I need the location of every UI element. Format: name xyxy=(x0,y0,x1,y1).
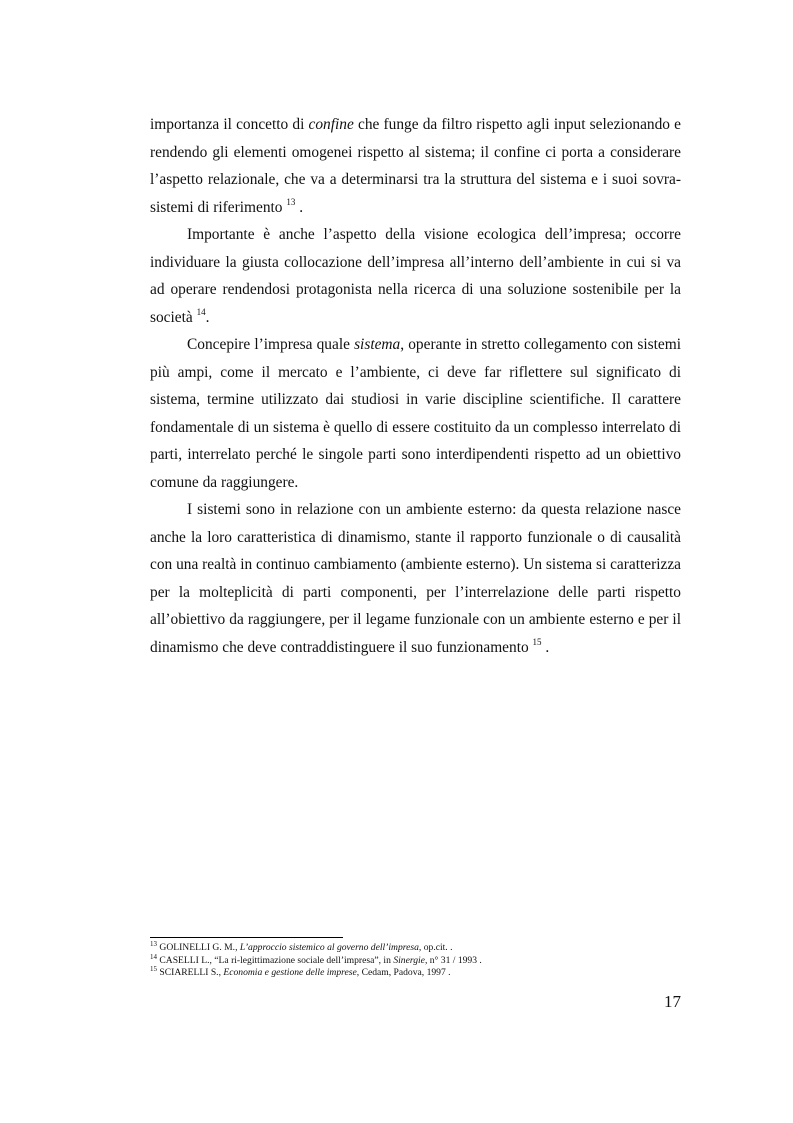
paragraph xyxy=(150,496,681,661)
footnote-reference: 13 xyxy=(150,940,157,948)
italic-text: Sinergie xyxy=(393,954,425,966)
page-number: 17 xyxy=(664,992,681,1011)
text-run: importanza il concetto di xyxy=(150,116,309,133)
text-run: , n° 31 / 1993 . xyxy=(424,954,482,966)
footnote xyxy=(150,967,681,980)
text-run: op.cit. . xyxy=(421,942,453,953)
footnote xyxy=(150,942,681,955)
paragraph xyxy=(150,111,681,221)
text-run: SCIARELLI S., xyxy=(157,967,224,978)
text-run: GOLINELLI G. M., xyxy=(157,942,240,953)
body-text xyxy=(150,111,681,661)
italic-text: L’approccio sistemico al governo dell’impresa, xyxy=(239,942,422,953)
footnote-reference: 15 xyxy=(532,636,542,647)
text-run: . xyxy=(205,308,210,326)
italic-text: Economia e gestione delle imprese xyxy=(223,967,357,978)
text-run: CASELLI L., “La ri-legittimazione sociale dell’impresa”, in xyxy=(157,954,394,966)
footnote-reference: 14 xyxy=(196,306,206,317)
footnotes xyxy=(150,942,681,980)
text-run: , Cedam, Padova, 1997 . xyxy=(356,967,451,978)
italic-text: sistema xyxy=(354,336,401,353)
footnote-separator xyxy=(150,937,343,938)
text-run: I sistemi sono in relazione con un ambiente esterno: da questa relazione nasce anche la loro caratteristica di dinamismo, stante il rapporto funzionale o di causalità con una realtà in continuo cambiamento (ambiente esterno). Un sistema si caratterizza per la molteplicità di parti componenti, per l’interrelazione delle parti rispetto all’obiettivo da raggiungere, per il legame funzionale con un ambiente esterno e per il dinamismo che deve contraddistinguere il suo funzionamento xyxy=(150,501,681,656)
footnote-reference: 14 xyxy=(150,952,157,961)
italic-text: confine xyxy=(308,116,354,133)
text-run: Importante è anche l’aspetto della visione ecologica dell’impresa; occorre individuare la giusta collocazione dell’impresa all’interno dell’ambiente in cui si va ad operare rendendosi protagonista nella ricerca di una soluzione sostenibile per la società xyxy=(150,226,681,326)
text-run: , operante in stretto collegamento con sistemi più ampi, come il mercato e l’ambiente, ci deve far riflettere sul significato di sistema, termine utilizzato dai studiosi in varie discipline scientifiche. Il carattere fondamentale di un sistema è quello di essere costituito da un complesso interrelato di parti, interrelato perché le singole parti sono interdipendenti rispetto ad un obiettivo comune da raggiungere. xyxy=(150,336,681,491)
text-run: Concepire l’impresa quale xyxy=(187,336,355,353)
text-run: che funge da filtro rispetto agli input selezionando e rendendo gli elementi omogenei rispetto al sistema; il confine ci porta a considerare l’aspetto relazionale, che va a determinarsi tra la struttura del sistema e i suoi sovra-sistemi di riferimento xyxy=(150,116,681,216)
footnote-reference: 13 xyxy=(286,196,296,207)
footnote-reference: 15 xyxy=(150,965,157,973)
footnote xyxy=(150,952,681,968)
paragraph xyxy=(150,331,681,496)
paragraph xyxy=(150,221,681,331)
text-run: . xyxy=(541,638,550,656)
text-run: . xyxy=(295,198,304,216)
